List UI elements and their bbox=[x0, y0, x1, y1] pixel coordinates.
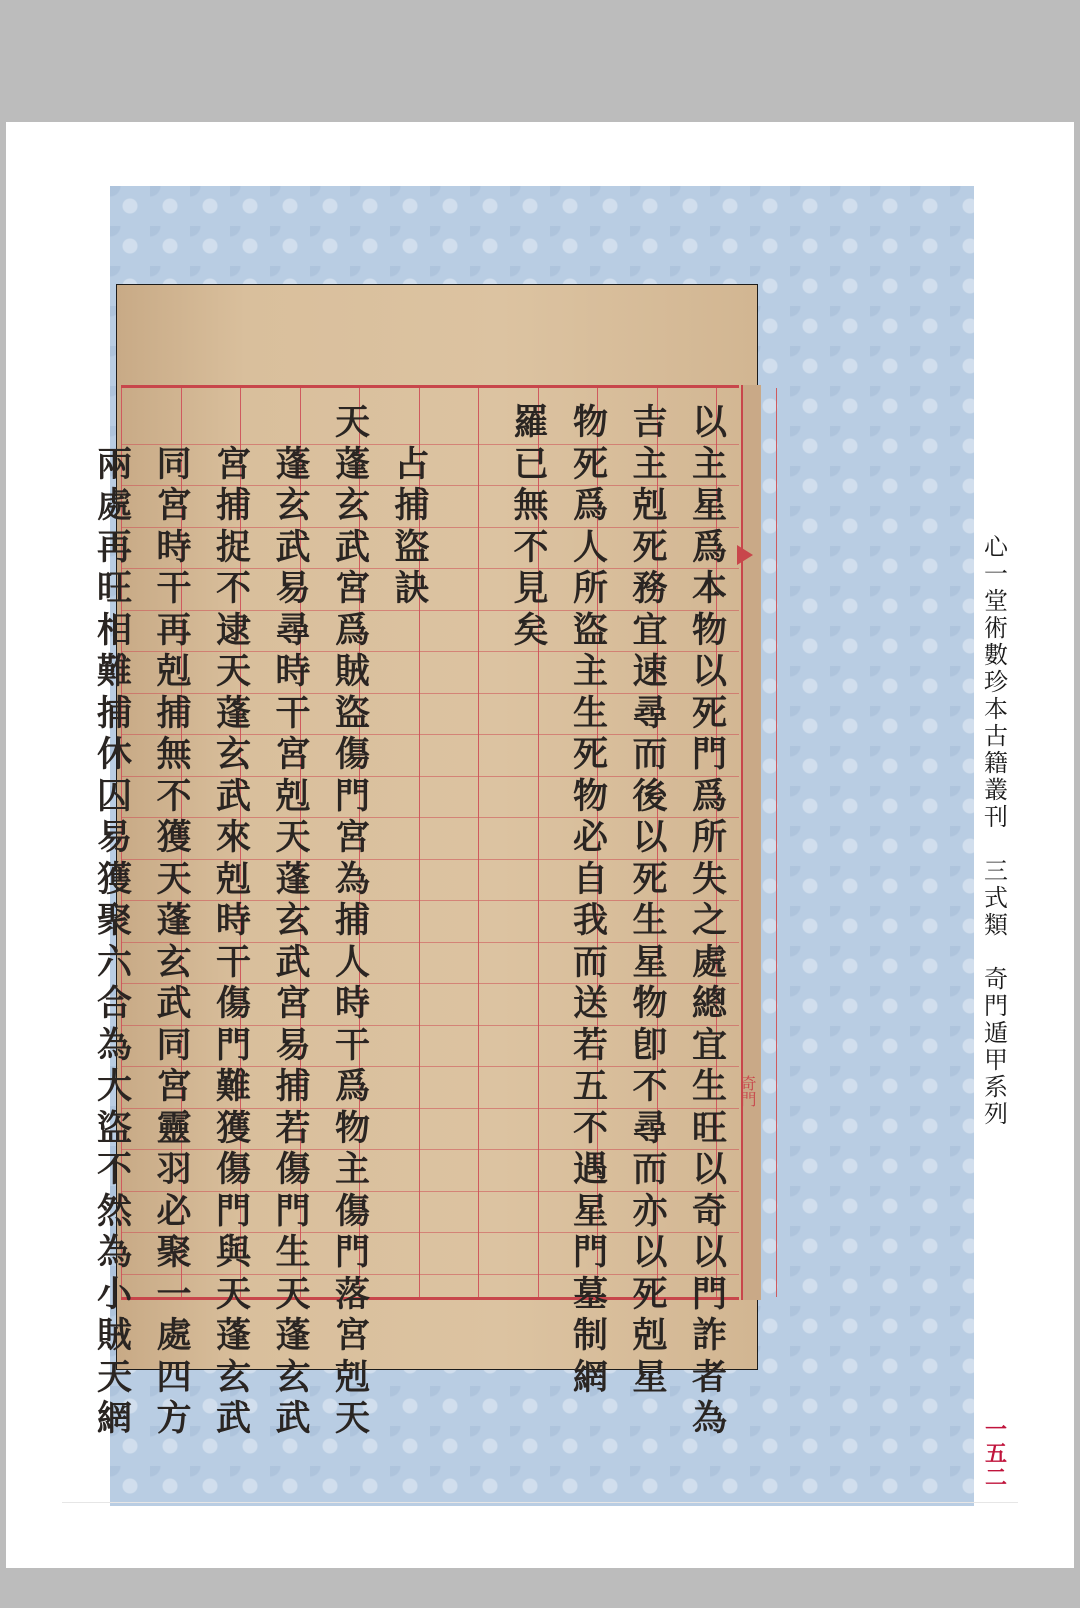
glyph: 生 bbox=[632, 900, 668, 941]
glyph: 蓬 bbox=[275, 1315, 311, 1356]
glyph: 捕 bbox=[394, 485, 430, 526]
glyph: 不 bbox=[632, 1066, 668, 1107]
glyph: 再 bbox=[96, 526, 132, 568]
glyph: 不 bbox=[156, 775, 192, 817]
glyph: 我 bbox=[572, 900, 608, 941]
page-number bbox=[976, 1418, 1016, 1490]
glyph: 而 bbox=[632, 1149, 668, 1190]
glyph: 蓬 bbox=[275, 858, 311, 900]
glyph: 兩 bbox=[96, 443, 132, 485]
glyph: 死 bbox=[572, 443, 608, 485]
glyph: 宮 bbox=[334, 568, 370, 609]
glyph: 門 bbox=[215, 1024, 251, 1066]
glyph: 生 bbox=[275, 1232, 311, 1273]
glyph: 同 bbox=[156, 443, 192, 485]
glyph: 傷 bbox=[334, 1190, 370, 1232]
glyph: 以 bbox=[691, 1149, 727, 1190]
series-title-char: 術 bbox=[984, 614, 1008, 642]
glyph: 網 bbox=[96, 1398, 132, 1439]
glyph: 干 bbox=[156, 568, 192, 609]
glyph: 遇 bbox=[572, 1149, 608, 1190]
glyph: 捕 bbox=[156, 692, 192, 734]
page-number-char: 二 bbox=[984, 1465, 1007, 1491]
series-title-char: 刊 bbox=[984, 803, 1008, 831]
glyph: 宮 bbox=[334, 817, 370, 858]
glyph: 而 bbox=[572, 941, 608, 983]
glyph: 休 bbox=[96, 734, 132, 775]
glyph: 易 bbox=[275, 1024, 311, 1066]
glyph: 死 bbox=[632, 526, 668, 568]
glyph: 捕 bbox=[215, 485, 251, 526]
glyph: 傷 bbox=[334, 734, 370, 775]
glyph: 務 bbox=[632, 568, 668, 609]
glyph: 制 bbox=[572, 1315, 608, 1356]
glyph: 捕 bbox=[334, 900, 370, 941]
glyph: 聚 bbox=[156, 1232, 192, 1273]
glyph: 門 bbox=[334, 775, 370, 817]
spine-label: 奇門 bbox=[738, 1075, 757, 1107]
glyph: 宜 bbox=[632, 609, 668, 651]
glyph: 天 bbox=[156, 858, 192, 900]
glyph: 之 bbox=[691, 900, 727, 941]
glyph: 一 bbox=[156, 1273, 192, 1315]
glyph: 武 bbox=[215, 775, 251, 817]
series-title-char: 珍 bbox=[984, 668, 1008, 696]
glyph: 以 bbox=[632, 817, 668, 858]
glyph: 矣 bbox=[513, 609, 549, 651]
glyph: 不 bbox=[96, 1149, 132, 1190]
glyph: 門 bbox=[691, 734, 727, 775]
glyph: 死 bbox=[572, 734, 608, 775]
glyph: 以 bbox=[691, 402, 727, 443]
glyph: 旺 bbox=[96, 568, 132, 609]
glyph: 主 bbox=[572, 651, 608, 692]
text-column bbox=[501, 402, 561, 651]
glyph: 本 bbox=[691, 568, 727, 609]
series-title-char: 遁 bbox=[984, 1019, 1008, 1047]
glyph: 旺 bbox=[691, 1107, 727, 1149]
glyph: 剋 bbox=[156, 651, 192, 692]
glyph: 所 bbox=[572, 568, 608, 609]
glyph: 物 bbox=[572, 775, 608, 817]
glyph: 蓬 bbox=[156, 900, 192, 941]
series-title-char: 門 bbox=[984, 992, 1008, 1020]
glyph: 宮 bbox=[275, 983, 311, 1024]
glyph: 主 bbox=[632, 443, 668, 485]
page-number-char: 五 bbox=[984, 1441, 1007, 1467]
glyph: 玄 bbox=[334, 485, 370, 526]
glyph: 死 bbox=[632, 1273, 668, 1315]
glyph: 武 bbox=[275, 526, 311, 568]
glyph: 人 bbox=[572, 526, 608, 568]
glyph: 吉 bbox=[632, 402, 668, 443]
glyph: 同 bbox=[156, 1024, 192, 1066]
glyph: 武 bbox=[275, 941, 311, 983]
glyph: 干 bbox=[275, 692, 311, 734]
glyph: 盜 bbox=[572, 609, 608, 651]
glyph: 若 bbox=[275, 1107, 311, 1149]
grid-column-line bbox=[478, 388, 479, 1297]
glyph: 捕 bbox=[96, 692, 132, 734]
glyph: 爲 bbox=[334, 1066, 370, 1107]
glyph: 物 bbox=[632, 983, 668, 1024]
glyph: 無 bbox=[513, 485, 549, 526]
glyph: 總 bbox=[691, 983, 727, 1024]
glyph: 者 bbox=[691, 1356, 727, 1398]
glyph: 卽 bbox=[632, 1024, 668, 1066]
glyph: 聚 bbox=[96, 900, 132, 941]
glyph: 武 bbox=[215, 1398, 251, 1439]
glyph: 必 bbox=[156, 1190, 192, 1232]
glyph: 天 bbox=[96, 1356, 132, 1398]
glyph: 與 bbox=[215, 1232, 251, 1273]
glyph: 門 bbox=[691, 1273, 727, 1315]
glyph: 速 bbox=[632, 651, 668, 692]
glyph: 合 bbox=[96, 983, 132, 1024]
glyph: 賊 bbox=[96, 1315, 132, 1356]
glyph: 為 bbox=[96, 1024, 132, 1066]
glyph: 宮 bbox=[215, 443, 251, 485]
glyph: 星 bbox=[691, 485, 727, 526]
glyph: 為 bbox=[334, 858, 370, 900]
glyph: 盜 bbox=[96, 1107, 132, 1149]
glyph: 時 bbox=[215, 900, 251, 941]
series-title-char: 堂 bbox=[984, 587, 1008, 615]
glyph: 處 bbox=[156, 1315, 192, 1356]
glyph: 武 bbox=[334, 526, 370, 568]
glyph: 易 bbox=[275, 568, 311, 609]
glyph: 時 bbox=[334, 983, 370, 1024]
glyph: 玄 bbox=[275, 485, 311, 526]
text-column bbox=[620, 402, 680, 1398]
glyph: 星 bbox=[632, 941, 668, 983]
glyph: 賊 bbox=[334, 651, 370, 692]
glyph: 難 bbox=[215, 1066, 251, 1107]
glyph: 時 bbox=[156, 526, 192, 568]
glyph: 然 bbox=[96, 1190, 132, 1232]
glyph: 網 bbox=[572, 1356, 608, 1398]
glyph: 小 bbox=[96, 1273, 132, 1315]
glyph: 門 bbox=[334, 1232, 370, 1273]
glyph: 蓬 bbox=[215, 1315, 251, 1356]
glyph: 蓬 bbox=[275, 443, 311, 485]
series-title-char: 式 bbox=[984, 884, 1008, 912]
glyph: 物 bbox=[691, 609, 727, 651]
glyph: 逮 bbox=[215, 609, 251, 651]
glyph: 無 bbox=[156, 734, 192, 775]
glyph: 門 bbox=[275, 1190, 311, 1232]
glyph: 剋 bbox=[275, 775, 311, 817]
glyph: 玄 bbox=[215, 1356, 251, 1398]
glyph: 門 bbox=[572, 1232, 608, 1273]
glyph: 羅 bbox=[513, 402, 549, 443]
glyph: 處 bbox=[96, 485, 132, 526]
glyph: 尋 bbox=[632, 692, 668, 734]
glyph: 爲 bbox=[572, 485, 608, 526]
series-title-char: 奇 bbox=[984, 965, 1008, 993]
glyph: 亦 bbox=[632, 1190, 668, 1232]
glyph: 相 bbox=[96, 609, 132, 651]
glyph: 必 bbox=[572, 817, 608, 858]
page-sheet bbox=[6, 122, 1074, 1568]
glyph: 囚 bbox=[96, 775, 132, 817]
page-number-char: 一 bbox=[984, 1417, 1007, 1443]
glyph: 宮 bbox=[156, 1066, 192, 1107]
grid-column-line bbox=[776, 388, 777, 1297]
glyph: 五 bbox=[572, 1066, 608, 1107]
glyph: 墓 bbox=[572, 1273, 608, 1315]
glyph: 尋 bbox=[275, 609, 311, 651]
glyph: 剋 bbox=[215, 858, 251, 900]
glyph: 所 bbox=[691, 817, 727, 858]
glyph: 玄 bbox=[156, 941, 192, 983]
glyph: 玄 bbox=[275, 1356, 311, 1398]
glyph: 難 bbox=[96, 651, 132, 692]
glyph: 獲 bbox=[156, 817, 192, 858]
glyph: 爲 bbox=[334, 609, 370, 651]
glyph: 來 bbox=[215, 817, 251, 858]
glyph: 剋 bbox=[632, 485, 668, 526]
glyph: 訣 bbox=[394, 568, 430, 609]
glyph: 死 bbox=[632, 858, 668, 900]
series-title-char: 系 bbox=[984, 1073, 1008, 1101]
glyph: 靈 bbox=[156, 1107, 192, 1149]
book-spine bbox=[738, 385, 761, 1300]
glyph: 見 bbox=[513, 568, 549, 609]
glyph: 詐 bbox=[691, 1315, 727, 1356]
glyph: 捉 bbox=[215, 526, 251, 568]
series-title-char: 列 bbox=[984, 1100, 1008, 1128]
glyph: 傷 bbox=[215, 983, 251, 1024]
bottom-rule bbox=[62, 1502, 1018, 1503]
glyph: 傷 bbox=[215, 1149, 251, 1190]
glyph: 玄 bbox=[215, 734, 251, 775]
glyph: 不 bbox=[572, 1107, 608, 1149]
glyph: 爲 bbox=[691, 526, 727, 568]
glyph: 星 bbox=[632, 1356, 668, 1398]
glyph: 失 bbox=[691, 858, 727, 900]
glyph: 為 bbox=[96, 1232, 132, 1273]
glyph: 盜 bbox=[334, 692, 370, 734]
glyph: 干 bbox=[334, 1024, 370, 1066]
text-column bbox=[680, 402, 740, 1440]
glyph: 為 bbox=[691, 1398, 727, 1439]
glyph: 已 bbox=[513, 443, 549, 485]
glyph: 主 bbox=[334, 1149, 370, 1190]
glyph: 後 bbox=[632, 775, 668, 817]
red-flag-mark bbox=[737, 545, 753, 565]
glyph: 武 bbox=[275, 1398, 311, 1439]
glyph: 而 bbox=[632, 734, 668, 775]
glyph: 落 bbox=[334, 1273, 370, 1315]
glyph: 宜 bbox=[691, 1024, 727, 1066]
text-grid bbox=[96, 385, 739, 1439]
glyph: 干 bbox=[215, 941, 251, 983]
glyph: 死 bbox=[691, 692, 727, 734]
glyph: 若 bbox=[572, 1024, 608, 1066]
glyph: 方 bbox=[156, 1398, 192, 1439]
glyph: 天 bbox=[215, 651, 251, 692]
glyph: 物 bbox=[334, 1107, 370, 1149]
glyph: 不 bbox=[215, 568, 251, 609]
glyph: 天 bbox=[275, 817, 311, 858]
series-title-char: 甲 bbox=[984, 1046, 1008, 1074]
series-title-char: 三 bbox=[984, 857, 1008, 885]
glyph: 天 bbox=[334, 1398, 370, 1439]
glyph: 星 bbox=[572, 1190, 608, 1232]
series-title-char: 籍 bbox=[984, 749, 1008, 777]
series-title-char: 心 bbox=[984, 533, 1008, 561]
glyph: 玄 bbox=[275, 900, 311, 941]
glyph: 人 bbox=[334, 941, 370, 983]
glyph: 尋 bbox=[632, 1107, 668, 1149]
text-column bbox=[85, 444, 145, 1440]
glyph: 門 bbox=[215, 1190, 251, 1232]
glyph: 蓬 bbox=[334, 443, 370, 485]
glyph: 奇 bbox=[691, 1190, 727, 1232]
series-title-char: 一 bbox=[984, 560, 1008, 588]
glyph: 天 bbox=[275, 1273, 311, 1315]
series-title bbox=[976, 534, 1016, 1128]
text-column bbox=[144, 444, 204, 1440]
glyph: 宮 bbox=[275, 734, 311, 775]
glyph: 送 bbox=[572, 983, 608, 1024]
series-title-char: 叢 bbox=[984, 776, 1008, 804]
glyph: 剋 bbox=[334, 1356, 370, 1398]
glyph: 羽 bbox=[156, 1149, 192, 1190]
glyph: 自 bbox=[572, 858, 608, 900]
text-column bbox=[263, 444, 323, 1440]
glyph: 大 bbox=[96, 1066, 132, 1107]
glyph: 六 bbox=[96, 941, 132, 983]
glyph: 易 bbox=[96, 817, 132, 858]
glyph: 獲 bbox=[96, 858, 132, 900]
glyph: 占 bbox=[394, 443, 430, 485]
glyph: 物 bbox=[572, 402, 608, 443]
glyph: 主 bbox=[691, 443, 727, 485]
text-column bbox=[561, 402, 621, 1398]
series-title-char bbox=[992, 831, 1000, 858]
scanned-page bbox=[96, 284, 758, 1439]
series-title-char: 本 bbox=[984, 695, 1008, 723]
glyph: 蓬 bbox=[215, 692, 251, 734]
glyph: 爲 bbox=[691, 775, 727, 817]
glyph: 以 bbox=[632, 1232, 668, 1273]
glyph: 宮 bbox=[334, 1315, 370, 1356]
series-title-char bbox=[992, 939, 1000, 966]
glyph: 時 bbox=[275, 651, 311, 692]
text-column bbox=[204, 444, 264, 1440]
series-title-char: 古 bbox=[984, 722, 1008, 750]
glyph: 不 bbox=[513, 526, 549, 568]
glyph: 傷 bbox=[275, 1149, 311, 1190]
text-column bbox=[323, 402, 383, 1440]
glyph: 再 bbox=[156, 609, 192, 651]
glyph: 剋 bbox=[632, 1315, 668, 1356]
glyph: 盜 bbox=[394, 526, 430, 568]
glyph: 四 bbox=[156, 1356, 192, 1398]
glyph: 處 bbox=[691, 941, 727, 983]
glyph: 天 bbox=[334, 402, 370, 443]
glyph: 獲 bbox=[215, 1107, 251, 1149]
glyph: 生 bbox=[572, 692, 608, 734]
series-title-char: 類 bbox=[984, 911, 1008, 939]
glyph: 以 bbox=[691, 651, 727, 692]
glyph: 生 bbox=[691, 1066, 727, 1107]
glyph: 宮 bbox=[156, 485, 192, 526]
text-column bbox=[382, 444, 442, 610]
series-title-char: 數 bbox=[984, 641, 1008, 669]
glyph: 武 bbox=[156, 983, 192, 1024]
glyph: 天 bbox=[215, 1273, 251, 1315]
glyph: 以 bbox=[691, 1232, 727, 1273]
glyph: 捕 bbox=[275, 1066, 311, 1107]
